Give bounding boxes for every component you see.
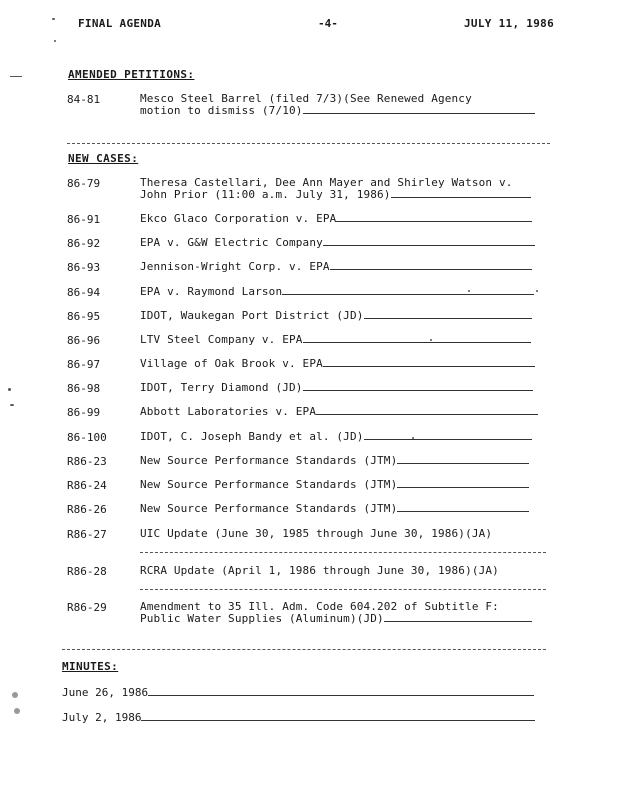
docket-number: 86-97 [67, 358, 101, 371]
docket-title [140, 528, 492, 540]
docket-title-line: Abbott Laboratories v. EPA [140, 405, 317, 418]
docket-number: R86-27 [67, 528, 107, 541]
blank-line [316, 406, 538, 415]
scan-speck [412, 437, 414, 439]
docket-number: 86-94 [67, 286, 101, 299]
scan-speck [12, 692, 18, 698]
docket-title-line: Amendment to 35 Ill. Adm. Code 604.202 of Subtitle F: [140, 600, 499, 613]
page-number: -4- [318, 17, 338, 30]
docket-title-line: UIC Update (June 30, 1985 through June 30, 1986)(JA) [140, 527, 493, 540]
docket-number: R86-29 [67, 601, 107, 614]
docket-title-line: EPA v. G&W Electric Company [140, 236, 323, 249]
scan-speck [14, 708, 20, 714]
blank-line [384, 613, 532, 622]
blank-line [282, 286, 534, 295]
blank-line [148, 687, 534, 696]
docket-title [140, 334, 531, 346]
docket-title-line: New Source Performance Standards (JTM) [140, 454, 398, 467]
docket-title [140, 565, 499, 577]
blank-line [303, 105, 535, 114]
blank-line [303, 334, 531, 343]
docket-title [140, 406, 538, 418]
docket-number: 86-79 [67, 177, 101, 190]
scan-speck [10, 76, 22, 77]
docket-title-line: Theresa Castellari, Dee Ann Mayer and Shirley Watson v. [140, 176, 513, 189]
docket-title-line: Village of Oak Brook v. EPA [140, 357, 323, 370]
docket-number: 86-98 [67, 382, 101, 395]
docket-title-line: RCRA Update (April 1, 1986 through June 30, 1986)(JA) [140, 564, 499, 577]
minutes-item [62, 686, 534, 699]
blank-line [323, 358, 535, 367]
scan-speck [54, 40, 56, 42]
minutes-item [62, 711, 535, 724]
docket-title [140, 310, 532, 322]
docket-title-line: New Source Performance Standards (JTM) [140, 502, 398, 515]
blank-line [336, 213, 532, 222]
blank-line [397, 479, 529, 488]
docket-number: 86-95 [67, 310, 101, 323]
minutes-heading: MINUTES: [62, 660, 119, 673]
docket-number: 86-96 [67, 334, 101, 347]
docket-number: R86-23 [67, 455, 107, 468]
blank-line [330, 261, 532, 270]
docket-title [140, 177, 531, 201]
blank-line [391, 189, 531, 198]
docket-title-line: Jennison-Wright Corp. v. EPA [140, 260, 330, 273]
docket-title-line: IDOT, Waukegan Port District (JD) [140, 309, 364, 322]
scan-speck [10, 404, 14, 406]
docket-title [140, 503, 529, 515]
docket-title-line: IDOT, Terry Diamond (JD) [140, 381, 303, 394]
docket-title [140, 455, 529, 467]
blank-line [141, 712, 535, 721]
entry-underline [140, 552, 546, 553]
blank-line [397, 503, 529, 512]
docket-number: 86-93 [67, 261, 101, 274]
docket-number: 86-99 [67, 406, 101, 419]
minutes-date: July 2, 1986 [62, 711, 142, 724]
docket-title-line: Ekco Glaco Corporation v. EPA [140, 212, 337, 225]
scan-speck [468, 290, 470, 292]
amended-petitions-heading: AMENDED PETITIONS: [68, 68, 195, 81]
docket-title [140, 286, 534, 298]
docket-title-line: John Prior (11:00 a.m. July 31, 1986) [140, 188, 391, 201]
blank-line [364, 431, 532, 440]
docket-number: 86-92 [67, 237, 101, 250]
blank-line [303, 382, 533, 391]
docket-title [140, 213, 532, 225]
docket-title [140, 431, 532, 443]
docket-title-line: Public Water Supplies (Aluminum)(JD) [140, 612, 384, 625]
blank-line [364, 310, 532, 319]
section-divider [62, 649, 546, 650]
docket-title [140, 237, 535, 249]
scan-speck [8, 388, 11, 391]
blank-line [323, 237, 535, 246]
header-date: JULY 11, 1986 [464, 17, 554, 30]
blank-line [397, 455, 529, 464]
docket-number: 84-81 [67, 93, 101, 106]
docket-title [140, 261, 532, 273]
docket-title-line: motion to dismiss (7/10) [140, 104, 303, 117]
docket-number: R86-28 [67, 565, 107, 578]
docket-number: 86-91 [67, 213, 101, 226]
docket-title [140, 382, 533, 394]
header-title: FINAL AGENDA [78, 17, 162, 30]
docket-number: R86-24 [67, 479, 107, 492]
docket-number: R86-26 [67, 503, 107, 516]
entry-underline [140, 589, 546, 590]
docket-title [140, 479, 529, 491]
scan-speck [430, 339, 432, 341]
docket-number: 86-100 [67, 431, 107, 444]
section-divider [67, 143, 550, 144]
docket-title-line: Mesco Steel Barrel (filed 7/3)(See Renewed Agency [140, 92, 472, 105]
scan-speck [52, 18, 55, 20]
new-cases-heading: NEW CASES: [68, 152, 139, 165]
docket-title [140, 358, 535, 370]
docket-title-line: IDOT, C. Joseph Bandy et al. (JD) [140, 430, 364, 443]
docket-title-line: EPA v. Raymond Larson [140, 285, 283, 298]
docket-title-line: New Source Performance Standards (JTM) [140, 478, 398, 491]
minutes-date: June 26, 1986 [62, 686, 149, 699]
scan-speck [536, 290, 538, 292]
docket-title-line: LTV Steel Company v. EPA [140, 333, 303, 346]
docket-title [140, 601, 532, 625]
docket-title [140, 93, 535, 117]
